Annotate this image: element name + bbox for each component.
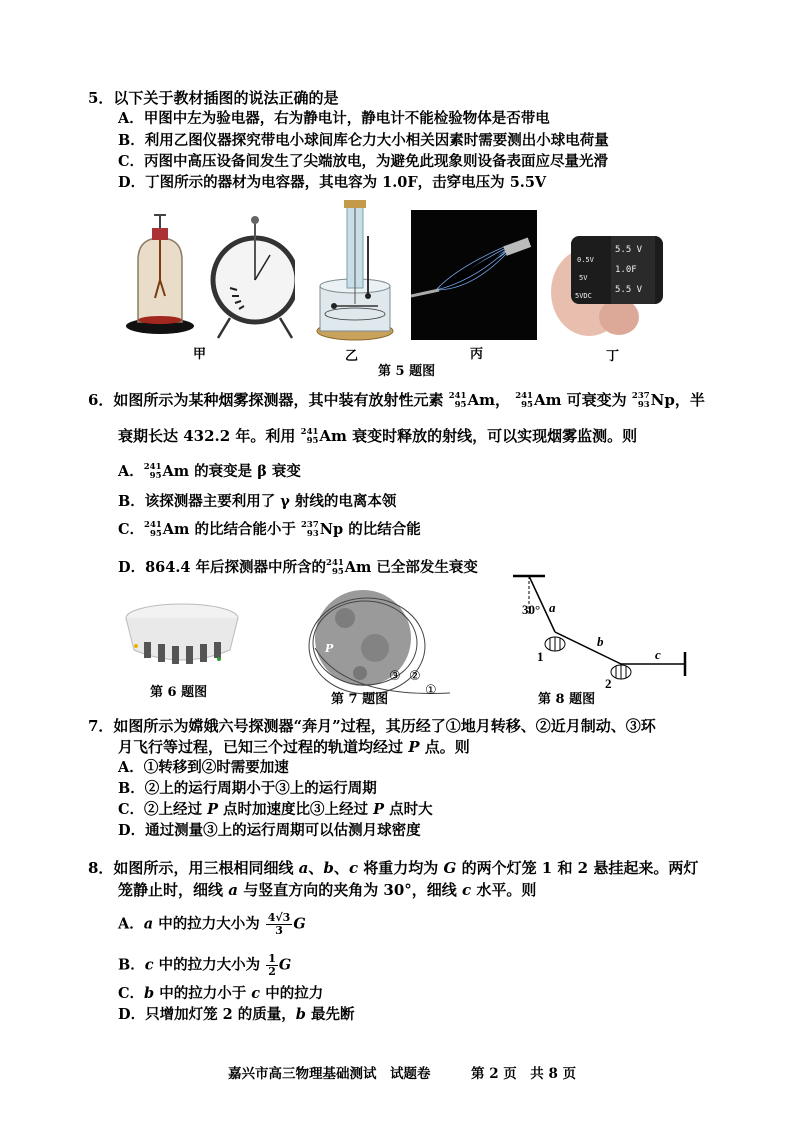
nuclide-am-241: 241 95 bbox=[448, 391, 467, 410]
figure-bing-point-discharge bbox=[411, 210, 537, 340]
orbit-label-1: ① bbox=[425, 683, 437, 698]
q7-option-d: D．通过测量③上的运行周期可以估测月球密度 bbox=[118, 822, 421, 839]
q5-figure-caption: 第 5 题图 bbox=[378, 364, 436, 379]
nuclide-am-241: 241 95 bbox=[300, 427, 319, 446]
q6-option-c: C． 241 95 Am 的比结合能小于 237 93 Np 的比结合能 bbox=[118, 520, 421, 539]
capacitor-text-2: 1.0F bbox=[615, 265, 637, 275]
capacitor-text-1: 5.5 V bbox=[615, 245, 643, 255]
q7-option-c: C．②上经过 P 点时加速度比③上经过 P 点时大 bbox=[118, 801, 433, 818]
capacitor-text-6: 5VDC bbox=[575, 292, 592, 300]
q8-option-b: B．c 中的拉力大小为 $\frac{1}{2}$ G bbox=[118, 952, 292, 978]
fraction-4-root3-over-3: $\frac{4√3}{3}$ bbox=[267, 911, 291, 937]
figure-7-caption: 第 7 题图 bbox=[331, 692, 389, 707]
figure-label-jia: 甲 bbox=[193, 347, 207, 362]
figure-6-smoke-detector bbox=[122, 598, 242, 678]
figure-8-caption: 第 8 题图 bbox=[538, 692, 596, 707]
nuclide-np-237: 237 93 bbox=[631, 391, 650, 410]
figure-ding-capacitor bbox=[549, 222, 671, 340]
page-footer: 嘉兴市高三物理基础测试 试题卷 第 2 页 共 8 页 bbox=[228, 1066, 577, 1082]
figure-8-lantern-2: 2 bbox=[605, 676, 612, 691]
capacitor-text-3: 5.5 V bbox=[615, 285, 643, 295]
q8-stem-line1: 8．如图所示，用三根相同细线 a、b、c 将重力均为 G 的两个灯笼 1 和 2 悬挂起来。两灯 bbox=[88, 859, 699, 877]
q7-stem-line1: 7．如图所示为嫦娥六号探测器“奔月”过程，其历经了①地月转移、②近月制动、③环 bbox=[88, 717, 656, 735]
q6-option-b: B．该探测器主要利用了 γ 射线的电离本领 bbox=[118, 493, 397, 510]
fraction-1-over-2: $\frac{1}{2}$ bbox=[268, 952, 276, 978]
q7-option-b: B．②上的运行周期小于③上的运行周期 bbox=[118, 780, 377, 797]
q6-option-d: D．864.4 年后探测器中所含的 241 95 Am 已全部发生衰变 bbox=[118, 558, 478, 577]
figure-label-bing: 丙 bbox=[470, 347, 484, 362]
capacitor-text-5: 5V bbox=[579, 274, 588, 282]
q8-option-d: D．只增加灯笼 2 的质量，b 最先断 bbox=[118, 1006, 355, 1023]
figure-8-string-c: c bbox=[655, 647, 661, 662]
q6-stem-line2: 衰期长达 432.2 年。利用 241 95 Am 衰变时释放的射线，可以实现烟雾监测。则 bbox=[118, 427, 638, 446]
figure-7-moon-orbits bbox=[305, 588, 455, 698]
figure-label-ding: 丁 bbox=[606, 349, 620, 364]
q5-option-d: D．丁图所示的器材为电容器，其电容为 1.0F，击穿电压为 5.5V bbox=[118, 174, 547, 191]
q8-stem-line2: 笼静止时，细线 a 与竖直方向的夹角为 30°，细线 c 水平。则 bbox=[118, 881, 537, 899]
figure-8-lanterns bbox=[505, 572, 695, 692]
figure-8-angle: 30° bbox=[522, 602, 541, 617]
capacitor-text-4: 0.5V bbox=[577, 256, 594, 264]
figure-7-point-p: P bbox=[325, 642, 334, 655]
figure-6-caption: 第 6 题图 bbox=[150, 685, 208, 700]
q7-stem-line2: 月飞行等过程，已知三个过程的轨道均经过 P 点。则 bbox=[118, 738, 470, 756]
nuclide-am-241: 241 95 bbox=[515, 391, 533, 410]
q5-option-c: C．丙图中高压设备间发生了尖端放电，为避免此现象则设备表面应尽量光滑 bbox=[118, 153, 609, 170]
figure-label-yi: 乙 bbox=[345, 349, 359, 364]
figure-8-string-a: a bbox=[549, 600, 556, 615]
figure-jia-electroscope bbox=[120, 210, 295, 340]
orbit-label-3: ③ bbox=[389, 669, 401, 684]
q5-option-a: A．甲图中左为验电器，右为静电计，静电计不能检验物体是否带电 bbox=[118, 110, 550, 127]
q6-option-a: A． 241 95 Am 的衰变是 β 衰变 bbox=[118, 462, 301, 481]
q5-stem: 5．以下关于教材插图的说法正确的是 bbox=[88, 89, 339, 107]
figure-8-string-b: b bbox=[597, 634, 604, 649]
q6-stem-line1: 6．如图所示为某种烟雾探测器，其中装有放射性元素 241 95 Am， 241 95 Am 可衰变为 237 93 Np，半 bbox=[88, 391, 705, 410]
q8-option-c: C．b 中的拉力小于 c 中的拉力 bbox=[118, 985, 324, 1002]
q8-option-a: A．a 中的拉力大小为 $\frac{4√3}{3}$ G bbox=[118, 911, 306, 937]
q7-option-a: A．①转移到②时需要加速 bbox=[118, 759, 289, 776]
figure-yi-torsion-balance bbox=[312, 196, 398, 344]
orbit-label-2: ② bbox=[409, 669, 421, 684]
figure-8-lantern-1: 1 bbox=[537, 649, 544, 664]
q5-option-b: B．利用乙图仪器探究带电小球间库仑力大小相关因素时需要测出小球电荷量 bbox=[118, 132, 609, 149]
